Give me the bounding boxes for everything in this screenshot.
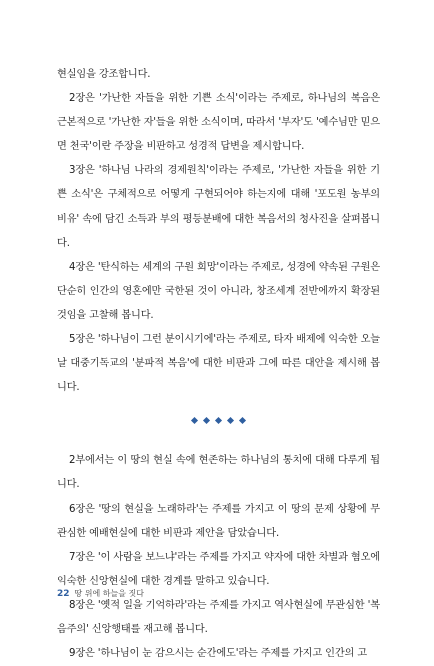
paragraph: 현실임을 강조합니다.: [57, 69, 151, 80]
paragraph: 7장은 '이 사람을 보느냐'라는 주제를 가지고 약자에 대한 차별과 혐오에 익숙한 신앙현실에 대한 경계를 말하고 있습니다.: [57, 551, 380, 587]
paragraph: 6장은 '땅의 현실을 노래하라'는 주제를 가지고 이 땅의 문제 상황에 무관심한 예배현실에 대한 비판과 제안을 담았습니다.: [57, 503, 380, 539]
paragraph: 4장은 '탄식하는 세계의 구원 희망'이라는 주제로, 성경에 약속된 구원은 단순히 인간의 영혼에만 국한된 것이 아니라, 창조세계 전반에까지 확장된 것임을 고찰해 봅니다.: [57, 261, 380, 321]
paragraph: 9장은 '하나님이 눈 감으시는 순간에도'라는 주제를 가지고 인간의 고: [69, 648, 367, 660]
section-divider: [57, 408, 380, 432]
page-footer: [57, 588, 144, 599]
body-text: [57, 63, 380, 666]
paragraph: 3장은 '하나님 나라의 경제원칙'이라는 주제로, '가난한 자들을 위한 기쁜 소식'은 구체적으로 어떻게 구현되어야 하는지에 대해 '포도원 농부의 비유' 속에 담긴 소득과 부의 평등분배에 대한 복음서의 청사진을 살펴봅니다.: [57, 165, 380, 249]
diamond-icon: [227, 417, 234, 424]
diamond-icon: [203, 417, 210, 424]
running-title: 땅 위에 하늘을 짓다: [74, 589, 144, 598]
diamond-icon: [215, 417, 222, 424]
paragraph: 2장은 '가난한 자들을 위한 기쁜 소식'이라는 주제로, 하나님의 복음은 근본적으로 '가난한 자'들을 위한 소식이며, 따라서 '부자'도 '예수님만 믿으면 천국'이란 주장을 비판하고 성경적 답변을 제시합니다.: [57, 93, 380, 153]
paragraph: 2부에서는 이 땅의 현실 속에 현존하는 하나님의 통치에 대해 다루게 됩니다.: [57, 455, 380, 491]
diamond-icon: [191, 417, 198, 424]
paragraph: 5장은 '하나님이 그런 분이시기에'라는 주제로, 타자 배제에 익숙한 오늘날 대중기독교의 '분파적 복음'에 대한 비판과 그에 따른 대안을 제시해 봅니다.: [57, 334, 380, 394]
paragraph: 8장은 '옛적 일을 기억하라'라는 주제를 가지고 역사현실에 무관심한 '복음주의' 신앙행태를 재고해 봅니다.: [57, 599, 380, 635]
page-number: 22: [57, 588, 70, 599]
diamond-icon: [239, 417, 246, 424]
